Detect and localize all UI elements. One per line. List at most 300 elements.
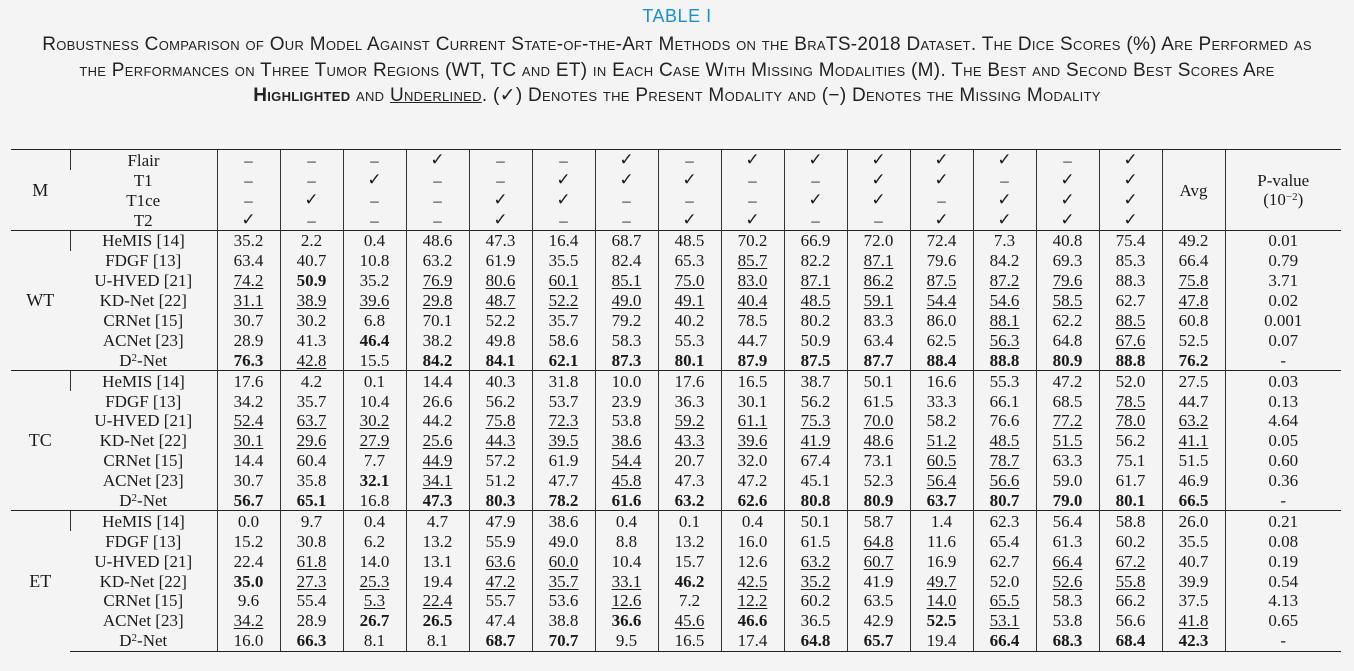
- score-cell: [721, 391, 784, 411]
- check-mark: ✓: [745, 210, 760, 230]
- score-cell: [343, 371, 406, 391]
- check-mark: ✓: [808, 190, 823, 210]
- score-cell: [280, 471, 343, 491]
- score-value: 8.1: [426, 631, 449, 651]
- score-value: 42.5: [737, 571, 768, 591]
- score-cell: [847, 591, 910, 611]
- modality-label: T2: [133, 210, 153, 230]
- modality-cell: [280, 150, 343, 171]
- score-value: 0.4: [615, 511, 638, 531]
- score-cell: [910, 631, 973, 651]
- score-value: 59.0: [1052, 471, 1083, 491]
- score-cell: [1099, 391, 1162, 411]
- score-cell: [1036, 231, 1099, 251]
- score-value: 80.9: [863, 491, 894, 511]
- score-cell: [973, 631, 1036, 651]
- table-label: TABLE I: [642, 6, 712, 26]
- score-cell: [595, 431, 658, 451]
- score-cell: [217, 330, 280, 350]
- score-cell: [721, 571, 784, 591]
- check-mark: ✓: [1123, 170, 1138, 190]
- check-mark: ✓: [997, 150, 1012, 170]
- score-cell: [217, 231, 280, 251]
- method-name: U-HVED [21]: [94, 271, 193, 291]
- check-mark: ✓: [619, 170, 634, 190]
- check-mark: ✓: [745, 150, 760, 170]
- score-value: 11.6: [926, 531, 957, 551]
- score-cell: [973, 591, 1036, 611]
- pvalue-cell: 0.21: [1225, 511, 1341, 531]
- modality-cell: [217, 150, 280, 171]
- score-value: 27.3: [296, 571, 327, 591]
- score-value: 77.2: [1052, 411, 1083, 431]
- modality-cell: [532, 190, 595, 210]
- score-cell: [280, 511, 343, 531]
- score-value: 56.6: [1115, 611, 1146, 631]
- avg-cell: [1162, 611, 1225, 631]
- score-value: 82.4: [611, 251, 642, 271]
- score-cell: [910, 471, 973, 491]
- table-row: [11, 451, 1341, 471]
- score-value: 47.2: [737, 471, 768, 491]
- missing-mark: –: [748, 170, 757, 190]
- check-mark: ✓: [871, 170, 886, 190]
- score-value: 27.9: [359, 431, 390, 451]
- score-value: 83.0: [737, 271, 768, 291]
- score-value: 78.5: [1115, 391, 1146, 411]
- modality-cell: [658, 210, 721, 231]
- score-value: 38.7: [800, 371, 831, 391]
- score-cell: [721, 551, 784, 571]
- caption-and: and: [356, 85, 385, 106]
- modality-cell: [658, 150, 721, 171]
- score-cell: [1099, 411, 1162, 431]
- score-value: 63.6: [485, 551, 516, 571]
- score-value: 33.3: [926, 391, 957, 411]
- score-value: 13.2: [422, 531, 453, 551]
- modality-cell: [784, 150, 847, 171]
- modality-cell: [280, 210, 343, 231]
- missing-mark: –: [811, 170, 820, 190]
- score-cell: [532, 631, 595, 651]
- score-cell: [910, 231, 973, 251]
- score-cell: [910, 551, 973, 571]
- score-cell: [847, 251, 910, 271]
- score-cell: [784, 231, 847, 251]
- score-value: 10.4: [359, 391, 390, 411]
- missing-mark: –: [685, 190, 694, 210]
- score-value: 70.2: [737, 231, 768, 251]
- score-value: 9.6: [237, 591, 260, 611]
- score-cell: [280, 391, 343, 411]
- score-value: 35.2: [800, 571, 831, 591]
- pvalue-cell: 0.08: [1225, 531, 1341, 551]
- score-cell: [973, 291, 1036, 311]
- score-cell: [721, 411, 784, 431]
- avg-value: 39.9: [1178, 571, 1209, 591]
- modality-cell: [721, 170, 784, 190]
- pvalue-cell: 0.001: [1225, 311, 1341, 331]
- score-cell: [1099, 271, 1162, 291]
- score-value: 80.3: [485, 491, 516, 511]
- missing-mark: –: [874, 210, 883, 230]
- score-cell: [595, 231, 658, 251]
- score-cell: [280, 291, 343, 311]
- score-cell: [721, 631, 784, 651]
- score-cell: [217, 611, 280, 631]
- score-value: 55.9: [485, 531, 516, 551]
- score-cell: [595, 391, 658, 411]
- modality-cell: [595, 210, 658, 231]
- score-cell: [658, 330, 721, 350]
- score-value: 15.2: [233, 531, 264, 551]
- score-cell: [532, 431, 595, 451]
- score-value: 79.0: [1052, 491, 1083, 511]
- score-cell: [406, 451, 469, 471]
- score-value: 87.2: [989, 271, 1020, 291]
- score-cell: [1036, 431, 1099, 451]
- score-cell: [1099, 291, 1162, 311]
- score-value: 48.6: [863, 431, 894, 451]
- score-value: 50.9: [296, 271, 327, 291]
- score-value: 60.2: [1115, 531, 1146, 551]
- score-cell: [532, 471, 595, 491]
- score-value: 44.3: [485, 431, 516, 451]
- modality-cell: [658, 190, 721, 210]
- score-value: 56.2: [1115, 431, 1146, 451]
- score-value: 32.0: [737, 451, 768, 471]
- score-value: 61.9: [548, 451, 579, 471]
- score-value: 56.7: [233, 491, 264, 511]
- score-cell: [406, 571, 469, 591]
- score-value: 30.8: [296, 531, 327, 551]
- score-value: 49.0: [611, 291, 642, 311]
- avg-cell: [1162, 251, 1225, 271]
- pvalue-cell: 0.02: [1225, 291, 1341, 311]
- score-cell: [1036, 371, 1099, 391]
- avg-cell: [1162, 571, 1225, 591]
- score-value: 88.1: [989, 311, 1020, 330]
- modality-cell: [469, 170, 532, 190]
- score-cell: [217, 271, 280, 291]
- score-value: 76.6: [989, 411, 1020, 431]
- score-cell: [217, 411, 280, 431]
- missing-mark: –: [1000, 170, 1009, 190]
- score-value: 40.2: [674, 311, 705, 330]
- score-value: 13.1: [422, 551, 453, 571]
- score-cell: [595, 371, 658, 391]
- pvalue-cell: 0.65: [1225, 611, 1341, 631]
- score-cell: [1036, 551, 1099, 571]
- missing-mark: –: [748, 190, 757, 210]
- score-value: 86.2: [863, 271, 894, 291]
- score-cell: [595, 551, 658, 571]
- score-cell: [595, 631, 658, 651]
- score-cell: [595, 311, 658, 331]
- missing-mark: –: [433, 170, 442, 190]
- score-cell: [532, 531, 595, 551]
- score-cell: [784, 471, 847, 491]
- score-cell: [343, 350, 406, 370]
- score-cell: [406, 251, 469, 271]
- score-cell: [280, 491, 343, 511]
- score-cell: [595, 330, 658, 350]
- score-value: 63.4: [233, 251, 264, 271]
- score-value: 59.1: [863, 291, 894, 311]
- score-cell: [406, 431, 469, 451]
- score-value: 68.7: [611, 231, 642, 251]
- score-cell: [406, 350, 469, 370]
- avg-value: 66.5: [1178, 491, 1209, 511]
- score-value: 35.2: [359, 271, 390, 291]
- modality-cell: [973, 190, 1036, 210]
- score-cell: [217, 371, 280, 391]
- modality-cell: [973, 150, 1036, 171]
- score-cell: [973, 350, 1036, 370]
- modality-cell: [721, 150, 784, 171]
- score-cell: [469, 451, 532, 471]
- score-cell: [469, 471, 532, 491]
- score-value: 70.7: [548, 631, 579, 651]
- score-value: 14.4: [422, 371, 453, 391]
- score-value: 55.3: [674, 330, 705, 350]
- score-cell: [721, 611, 784, 631]
- method-name: HeMIS [14]: [70, 371, 217, 391]
- score-cell: [343, 251, 406, 271]
- pvalue-cell: 0.36: [1225, 471, 1341, 491]
- score-value: 49.7: [926, 571, 957, 591]
- score-cell: [973, 251, 1036, 271]
- score-cell: [406, 311, 469, 331]
- score-value: 67.6: [1115, 330, 1146, 350]
- score-value: 14.4: [233, 451, 264, 471]
- score-cell: [280, 350, 343, 370]
- score-value: 78.5: [737, 311, 768, 330]
- score-cell: [784, 251, 847, 271]
- score-value: 69.3: [1052, 251, 1083, 271]
- score-cell: [469, 571, 532, 591]
- score-value: 64.8: [1052, 330, 1083, 350]
- score-cell: [532, 391, 595, 411]
- score-value: 55.8: [1115, 571, 1146, 591]
- avg-value: 52.5: [1178, 330, 1209, 350]
- score-cell: [1036, 271, 1099, 291]
- modality-cell: [217, 170, 280, 190]
- modality-cell: [1036, 210, 1099, 231]
- score-value: 16.9: [926, 551, 957, 571]
- score-cell: [280, 571, 343, 591]
- method-name: CRNet [15]: [103, 311, 184, 330]
- avg-value: 46.9: [1178, 471, 1209, 491]
- score-cell: [1099, 371, 1162, 391]
- score-value: 51.2: [485, 471, 516, 491]
- score-value: 4.2: [300, 371, 323, 391]
- pvalue-cell: 0.03: [1225, 371, 1341, 391]
- score-cell: [910, 291, 973, 311]
- score-value: 57.2: [485, 451, 516, 471]
- avg-cell: [1162, 431, 1225, 451]
- score-value: 60.4: [296, 451, 327, 471]
- check-mark: ✓: [997, 210, 1012, 230]
- score-cell: [469, 251, 532, 271]
- check-mark: ✓: [871, 190, 886, 210]
- score-value: 40.3: [485, 371, 516, 391]
- missing-mark: –: [622, 210, 631, 230]
- score-value: 66.3: [296, 631, 327, 651]
- score-cell: [658, 251, 721, 271]
- score-value: 82.2: [800, 251, 831, 271]
- score-value: 65.5: [989, 591, 1020, 611]
- score-value: 88.3: [1115, 271, 1146, 291]
- score-cell: [217, 391, 280, 411]
- avg-value: 66.4: [1178, 251, 1209, 271]
- missing-mark: –: [496, 150, 505, 170]
- score-cell: [1036, 531, 1099, 551]
- header-row: [11, 210, 1341, 231]
- method-name: [70, 631, 217, 651]
- score-cell: [532, 451, 595, 471]
- modality-cell: [406, 210, 469, 231]
- score-value: 41.9: [800, 431, 831, 451]
- score-cell: [595, 251, 658, 271]
- score-value: 22.4: [233, 551, 264, 571]
- score-cell: [847, 611, 910, 631]
- score-cell: [280, 451, 343, 471]
- score-value: 7.2: [678, 591, 701, 611]
- score-cell: [1036, 411, 1099, 431]
- missing-mark: –: [937, 190, 946, 210]
- score-cell: [721, 311, 784, 331]
- score-value: 53.1: [989, 611, 1020, 631]
- missing-mark: –: [1063, 150, 1072, 170]
- check-mark: ✓: [997, 190, 1012, 210]
- score-value: 88.4: [926, 350, 957, 370]
- pvalue-cell: 0.01: [1225, 231, 1341, 251]
- avg-cell: [1162, 411, 1225, 431]
- score-cell: [658, 591, 721, 611]
- score-cell: [847, 391, 910, 411]
- avg-value: 40.7: [1178, 551, 1209, 571]
- score-value: 62.5: [926, 330, 957, 350]
- score-value: 72.4: [926, 231, 957, 251]
- check-mark: ✓: [493, 190, 508, 210]
- score-value: 75.4: [1115, 231, 1146, 251]
- score-value: 48.5: [989, 431, 1020, 451]
- score-value: 12.6: [737, 551, 768, 571]
- score-value: 19.4: [422, 571, 453, 591]
- method-name: CRNet [15]: [103, 591, 184, 611]
- score-cell: [1099, 551, 1162, 571]
- score-cell: [847, 371, 910, 391]
- score-cell: [721, 471, 784, 491]
- score-cell: [658, 231, 721, 251]
- score-cell: [595, 491, 658, 511]
- score-cell: [406, 391, 469, 411]
- modality-cell: [910, 210, 973, 231]
- score-value: 48.5: [800, 291, 831, 311]
- score-cell: [1036, 591, 1099, 611]
- avg-value: 75.8: [1178, 271, 1209, 291]
- score-value: 41.3: [296, 330, 327, 350]
- score-value: 47.3: [485, 231, 516, 251]
- score-cell: [973, 411, 1036, 431]
- score-cell: [595, 291, 658, 311]
- missing-mark: –: [433, 190, 442, 210]
- table-row: [11, 571, 1341, 591]
- score-value: 44.7: [737, 330, 768, 350]
- score-cell: [1036, 571, 1099, 591]
- score-value: 75.3: [800, 411, 831, 431]
- score-value: 36.5: [800, 611, 831, 631]
- header-row: [11, 170, 1341, 190]
- score-cell: [1036, 471, 1099, 491]
- score-value: 62.2: [1052, 311, 1083, 330]
- score-value: 45.6: [674, 611, 705, 631]
- score-value: 63.2: [422, 251, 453, 271]
- score-cell: [343, 471, 406, 491]
- modality-cell: [532, 150, 595, 171]
- score-cell: [595, 611, 658, 631]
- score-cell: [1036, 451, 1099, 471]
- score-value: 36.3: [674, 391, 705, 411]
- modality-cell: [280, 170, 343, 190]
- score-cell: [343, 551, 406, 571]
- check-mark: ✓: [934, 150, 949, 170]
- score-value: 49.1: [674, 291, 705, 311]
- score-value: 61.1: [737, 411, 768, 431]
- pvalue-unit: (10: [1263, 190, 1286, 209]
- modality-cell: [595, 150, 658, 171]
- score-cell: [1099, 330, 1162, 350]
- score-value: 78.0: [1115, 411, 1146, 431]
- score-value: 52.3: [863, 471, 894, 491]
- score-value: 17.6: [674, 371, 705, 391]
- score-value: 61.5: [800, 531, 831, 551]
- score-cell: [658, 411, 721, 431]
- score-value: 30.2: [296, 311, 327, 330]
- score-cell: [784, 511, 847, 531]
- score-cell: [1099, 471, 1162, 491]
- score-cell: [343, 531, 406, 551]
- score-cell: [406, 471, 469, 491]
- score-value: 54.4: [611, 451, 642, 471]
- score-value: 59.2: [674, 411, 705, 431]
- table-row: [11, 431, 1341, 451]
- score-cell: [469, 591, 532, 611]
- score-cell: [469, 431, 532, 451]
- missing-mark: –: [244, 150, 253, 170]
- score-value: 66.4: [1052, 551, 1083, 571]
- check-mark: ✓: [808, 150, 823, 170]
- score-cell: [1099, 231, 1162, 251]
- score-cell: [721, 291, 784, 311]
- score-cell: [406, 551, 469, 571]
- score-cell: [595, 451, 658, 471]
- modality-cell: [343, 210, 406, 231]
- score-cell: [217, 350, 280, 370]
- modality-cell: [595, 170, 658, 190]
- score-cell: [784, 631, 847, 651]
- score-value: 63.2: [674, 491, 705, 511]
- score-value: 12.2: [737, 591, 768, 611]
- score-cell: [910, 350, 973, 370]
- score-cell: [217, 571, 280, 591]
- score-cell: [406, 411, 469, 431]
- region-label: WT: [11, 231, 70, 371]
- score-cell: [910, 511, 973, 531]
- score-value: 23.9: [611, 391, 642, 411]
- header-row: [11, 150, 1341, 171]
